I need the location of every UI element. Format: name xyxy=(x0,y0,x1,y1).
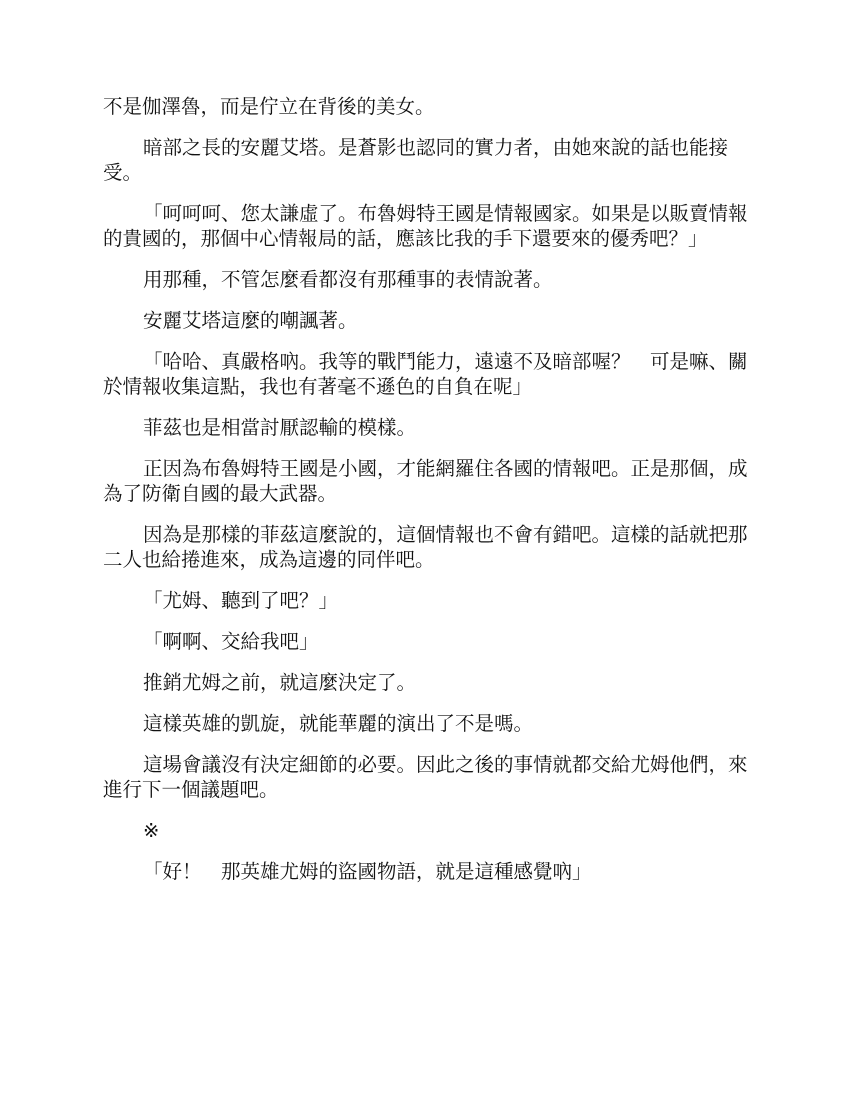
paragraph: 這樣英雄的凱旋，就能華麗的演出了不是嗎。 xyxy=(143,712,534,735)
paragraph: 「哈哈、真嚴格吶。我等的戰鬥能力，遠遠不及暗部喔？ 可是嘛、關於情報收集這點，我也有著毫不遜色的自負在呢」 xyxy=(103,350,748,398)
paragraph: 安麗艾塔這麼的嘲諷著。 xyxy=(143,309,358,332)
paragraph: 「呵呵呵、您太謙虛了。布魯姆特王國是情報國家。如果是以販賣情報的貴國的，那個中心情報局的話，應該比我的手下還要來的優秀吧？」 xyxy=(103,202,748,250)
paragraph: 這場會議沒有決定細節的必要。因此之後的事情就都交給尤姆他們，來進行下一個議題吧。 xyxy=(103,753,748,801)
body-text xyxy=(103,94,753,900)
paragraph: 菲茲也是相當討厭認輸的模樣。 xyxy=(143,416,417,439)
paragraph: 暗部之長的安麗艾塔。是蒼影也認同的實力者，由她來說的話也能接受。 xyxy=(103,136,729,184)
paragraph: 「好！ 那英雄尤姆的盜國物語，就是這種感覺吶」 xyxy=(143,860,592,883)
paragraph: 正因為布魯姆特王國是小國，才能網羅住各國的情報吧。正是那個，成為了防衛自國的最大武器。 xyxy=(103,457,748,505)
paragraph: 用那種，不管怎麼看都沒有那種事的表情說著。 xyxy=(143,268,553,291)
paragraph: 「啊啊、交給我吧」 xyxy=(143,630,319,653)
scene-break-mark: ※ xyxy=(143,819,160,842)
paragraph: 「尤姆、聽到了吧？」 xyxy=(143,589,339,612)
paragraph: 因為是那樣的菲茲這麼說的，這個情報也不會有錯吧。這樣的話就把那二人也給捲進來，成為這邊的同伴吧。 xyxy=(103,523,748,571)
paragraph: 推銷尤姆之前，就這麼決定了。 xyxy=(143,671,417,694)
paragraph: 不是伽澤魯，而是佇立在背後的美女。 xyxy=(103,95,435,118)
